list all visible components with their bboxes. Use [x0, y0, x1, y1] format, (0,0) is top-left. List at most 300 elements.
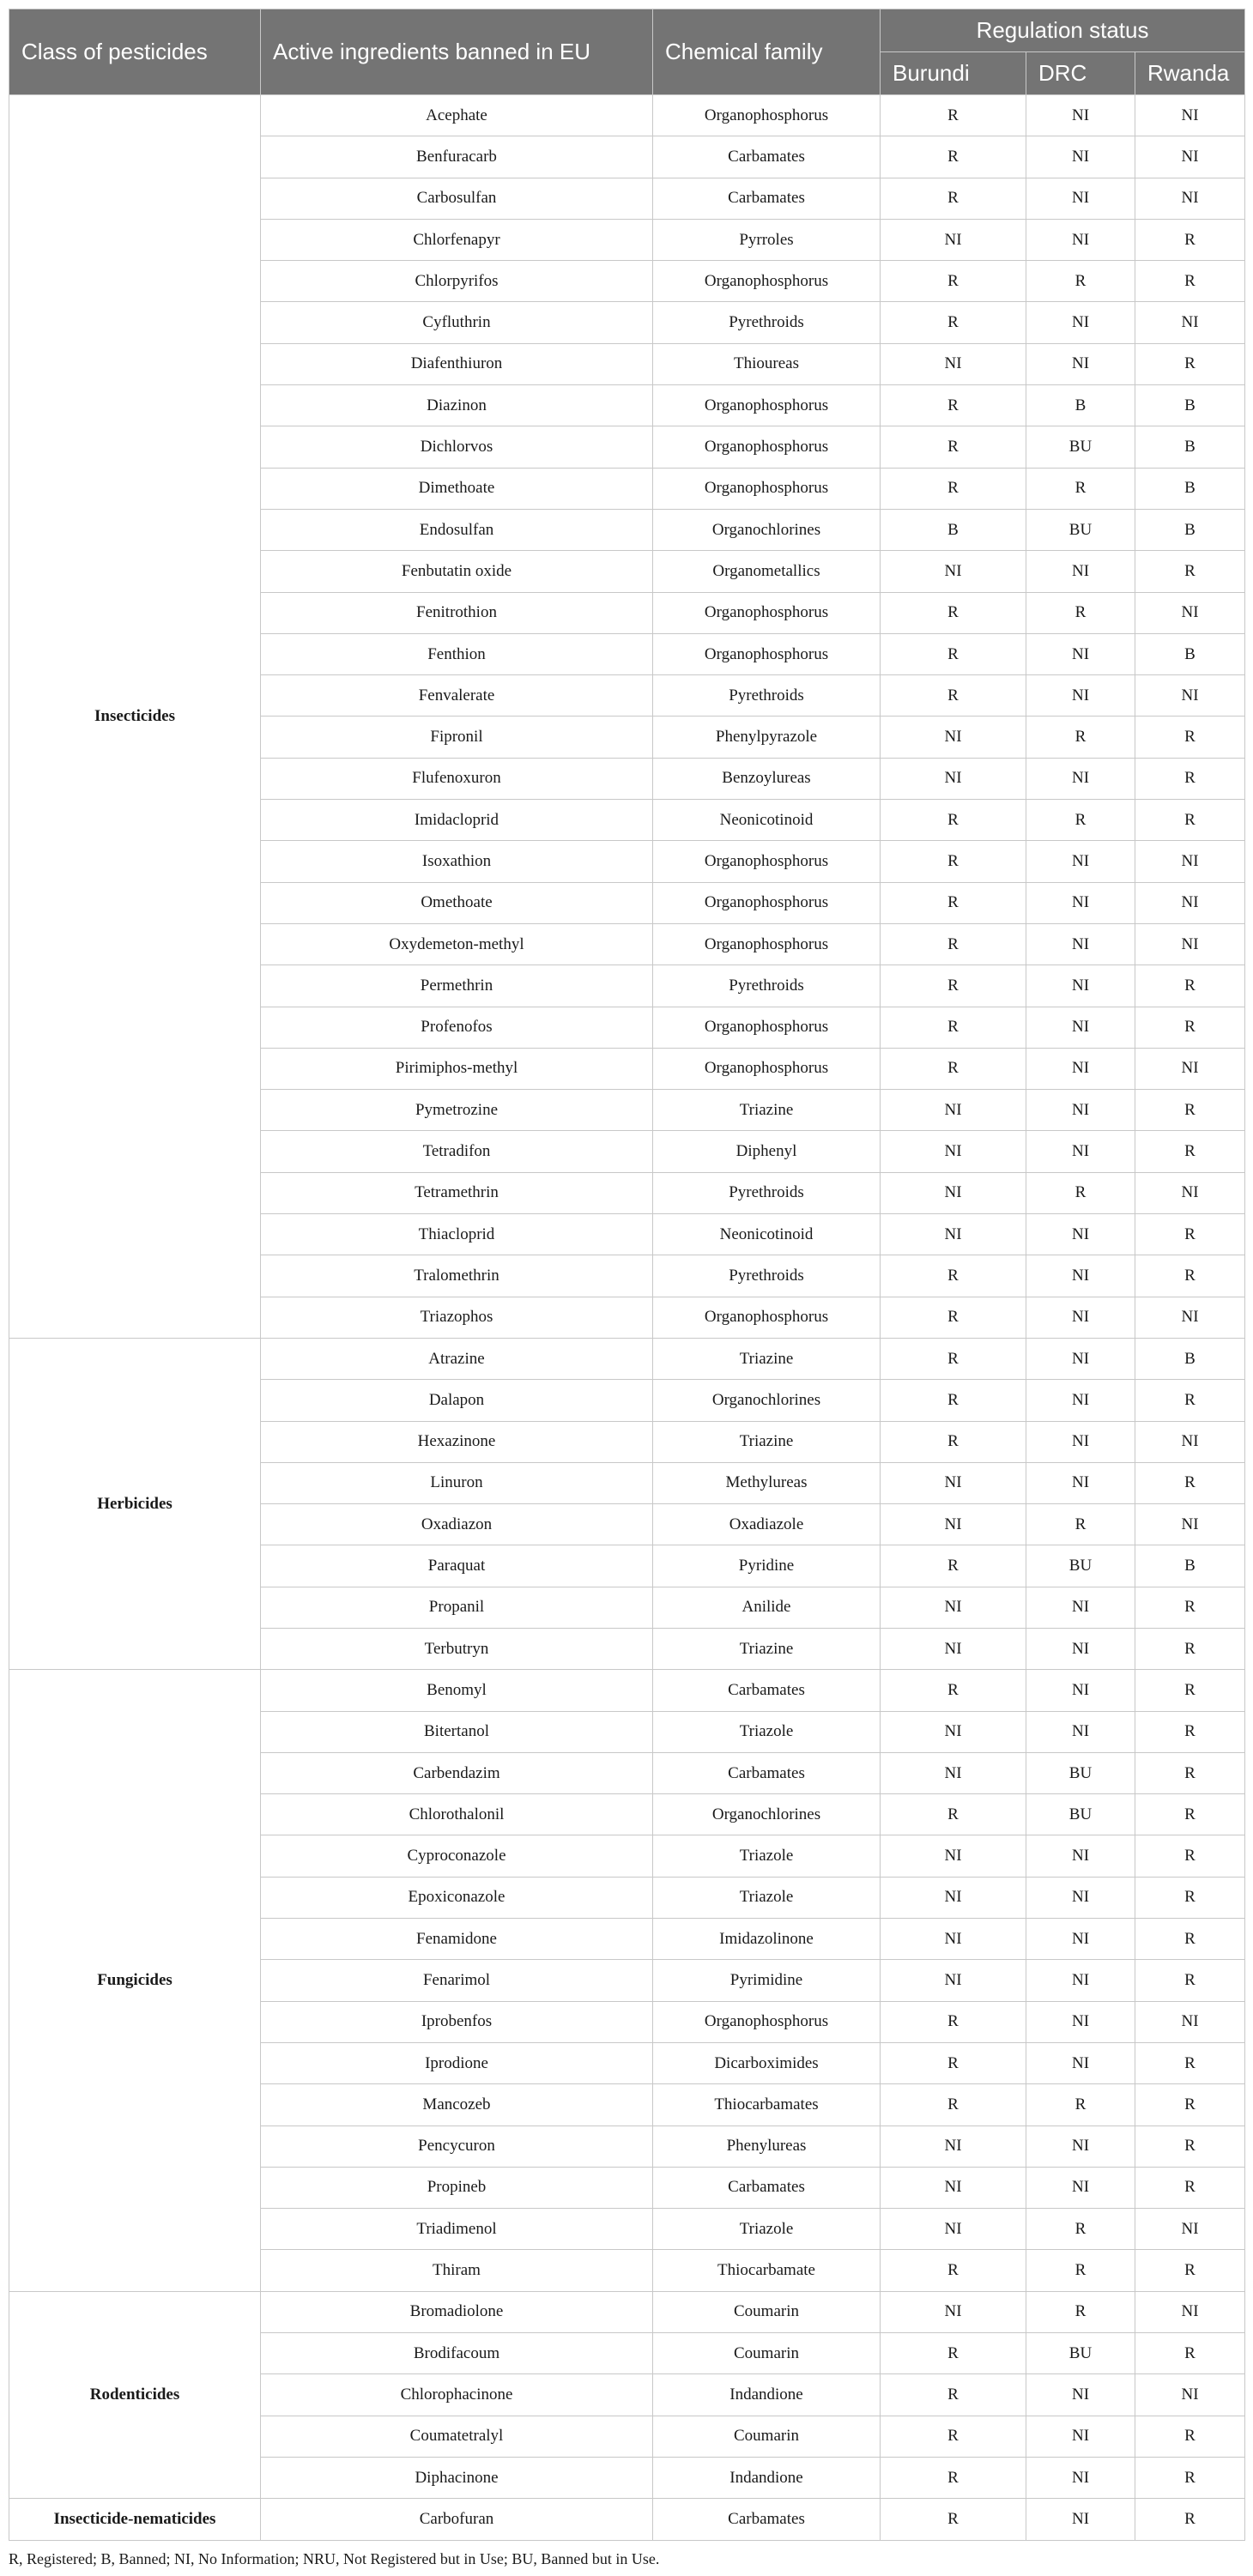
ingredient-cell: Propanil: [261, 1587, 653, 1628]
rwanda-cell: B: [1135, 633, 1245, 674]
ingredient-cell: Flufenoxuron: [261, 758, 653, 799]
rwanda-cell: R: [1135, 1255, 1245, 1297]
burundi-cell: NI: [881, 1752, 1026, 1793]
table-body: [9, 95, 1245, 2541]
drc-cell: BU: [1026, 426, 1135, 468]
family-cell: Organophosphorus: [653, 592, 881, 633]
burundi-cell: R: [881, 2084, 1026, 2126]
rwanda-cell: R: [1135, 1794, 1245, 1835]
rwanda-cell: R: [1135, 1960, 1245, 2001]
rwanda-cell: R: [1135, 800, 1245, 841]
family-cell: Triazole: [653, 1711, 881, 1752]
drc-cell: R: [1026, 2084, 1135, 2126]
drc-cell: NI: [1026, 178, 1135, 219]
family-cell: Diphenyl: [653, 1131, 881, 1172]
burundi-cell: R: [881, 882, 1026, 923]
rwanda-cell: NI: [1135, 1297, 1245, 1338]
burundi-cell: R: [881, 592, 1026, 633]
family-cell: Anilide: [653, 1587, 881, 1628]
family-cell: Triazine: [653, 1628, 881, 1669]
burundi-cell: NI: [881, 1711, 1026, 1752]
ingredient-cell: Dichlorvos: [261, 426, 653, 468]
rwanda-cell: R: [1135, 1462, 1245, 1503]
drc-cell: NI: [1026, 1007, 1135, 1048]
rwanda-cell: R: [1135, 2499, 1245, 2540]
burundi-cell: NI: [881, 551, 1026, 592]
ingredient-cell: Bromadiolone: [261, 2291, 653, 2332]
drc-cell: NI: [1026, 302, 1135, 343]
rwanda-cell: NI: [1135, 923, 1245, 964]
ingredient-cell: Iprodione: [261, 2042, 653, 2083]
table-row: [9, 1338, 1245, 1379]
drc-cell: NI: [1026, 1214, 1135, 1255]
family-cell: Organochlorines: [653, 509, 881, 550]
drc-cell: R: [1026, 717, 1135, 758]
ingredient-cell: Cyproconazole: [261, 1835, 653, 1877]
burundi-cell: R: [881, 426, 1026, 468]
family-cell: Phenylureas: [653, 2126, 881, 2167]
family-cell: Neonicotinoid: [653, 800, 881, 841]
burundi-cell: NI: [881, 1960, 1026, 2001]
rwanda-cell: R: [1135, 2042, 1245, 2083]
burundi-cell: R: [881, 841, 1026, 882]
family-cell: Pyrethroids: [653, 1172, 881, 1213]
family-cell: Thioureas: [653, 343, 881, 384]
ingredient-cell: Carbosulfan: [261, 178, 653, 219]
rwanda-cell: B: [1135, 385, 1245, 426]
burundi-cell: NI: [881, 1628, 1026, 1669]
ingredient-cell: Chlorpyrifos: [261, 261, 653, 302]
family-cell: Organophosphorus: [653, 261, 881, 302]
table-row: [9, 2291, 1245, 2332]
ingredient-cell: Profenofos: [261, 1007, 653, 1048]
table-footnote: R, Registered; B, Banned; NI, No Information; NRU, Not Registered but in Use; BU, Banned but in Use.: [9, 2550, 660, 2567]
drc-cell: NI: [1026, 2126, 1135, 2167]
drc-cell: NI: [1026, 1835, 1135, 1877]
rwanda-cell: NI: [1135, 2291, 1245, 2332]
drc-cell: R: [1026, 800, 1135, 841]
family-cell: Organophosphorus: [653, 923, 881, 964]
rwanda-cell: R: [1135, 261, 1245, 302]
drc-cell: NI: [1026, 136, 1135, 178]
drc-cell: R: [1026, 2209, 1135, 2250]
rwanda-cell: R: [1135, 2167, 1245, 2208]
burundi-cell: R: [881, 2250, 1026, 2291]
burundi-cell: NI: [881, 2209, 1026, 2250]
rwanda-cell: B: [1135, 1338, 1245, 1379]
ingredient-cell: Omethoate: [261, 882, 653, 923]
family-cell: Imidazolinone: [653, 1919, 881, 1960]
family-cell: Pyrroles: [653, 219, 881, 260]
burundi-cell: R: [881, 965, 1026, 1007]
burundi-cell: R: [881, 468, 1026, 509]
rwanda-cell: R: [1135, 1587, 1245, 1628]
burundi-cell: NI: [881, 2167, 1026, 2208]
rwanda-cell: NI: [1135, 2001, 1245, 2042]
family-cell: Organochlorines: [653, 1794, 881, 1835]
family-cell: Pyridine: [653, 1545, 881, 1587]
rwanda-cell: NI: [1135, 841, 1245, 882]
family-cell: Carbamates: [653, 2167, 881, 2208]
ingredient-cell: Terbutryn: [261, 1628, 653, 1669]
table-row: [9, 95, 1245, 136]
rwanda-cell: R: [1135, 1919, 1245, 1960]
rwanda-cell: R: [1135, 219, 1245, 260]
family-cell: Organophosphorus: [653, 95, 881, 136]
burundi-cell: NI: [881, 1587, 1026, 1628]
drc-cell: BU: [1026, 1545, 1135, 1587]
family-cell: Indandione: [653, 2457, 881, 2498]
family-cell: Organophosphorus: [653, 633, 881, 674]
drc-cell: NI: [1026, 2167, 1135, 2208]
ingredient-cell: Atrazine: [261, 1338, 653, 1379]
burundi-cell: R: [881, 302, 1026, 343]
ingredient-cell: Chlorfenapyr: [261, 219, 653, 260]
drc-cell: BU: [1026, 509, 1135, 550]
rwanda-cell: NI: [1135, 1172, 1245, 1213]
rwanda-cell: R: [1135, 965, 1245, 1007]
ingredient-cell: Thiram: [261, 2250, 653, 2291]
drc-cell: NI: [1026, 2416, 1135, 2457]
ingredient-cell: Fenitrothion: [261, 592, 653, 633]
burundi-cell: R: [881, 633, 1026, 674]
family-cell: Oxadiazole: [653, 1504, 881, 1545]
header-burundi: Burundi: [881, 52, 1026, 95]
rwanda-cell: R: [1135, 1670, 1245, 1711]
family-cell: Organophosphorus: [653, 882, 881, 923]
rwanda-cell: R: [1135, 2333, 1245, 2374]
ingredient-cell: Fipronil: [261, 717, 653, 758]
ingredient-cell: Fenamidone: [261, 1919, 653, 1960]
ingredient-cell: Permethrin: [261, 965, 653, 1007]
rwanda-cell: NI: [1135, 2374, 1245, 2416]
rwanda-cell: R: [1135, 343, 1245, 384]
drc-cell: NI: [1026, 2499, 1135, 2540]
family-cell: Organochlorines: [653, 1380, 881, 1421]
burundi-cell: R: [881, 1380, 1026, 1421]
rwanda-cell: R: [1135, 717, 1245, 758]
ingredient-cell: Fenthion: [261, 633, 653, 674]
family-cell: Organophosphorus: [653, 841, 881, 882]
drc-cell: R: [1026, 1172, 1135, 1213]
burundi-cell: NI: [881, 219, 1026, 260]
burundi-cell: NI: [881, 1172, 1026, 1213]
drc-cell: NI: [1026, 2001, 1135, 2042]
ingredient-cell: Cyfluthrin: [261, 302, 653, 343]
drc-cell: NI: [1026, 1711, 1135, 1752]
rwanda-cell: R: [1135, 1711, 1245, 1752]
header-family: Chemical family: [653, 9, 881, 95]
ingredient-cell: Isoxathion: [261, 841, 653, 882]
burundi-cell: R: [881, 2042, 1026, 2083]
rwanda-cell: NI: [1135, 136, 1245, 178]
family-cell: Pyrethroids: [653, 1255, 881, 1297]
family-cell: Coumarin: [653, 2416, 881, 2457]
ingredient-cell: Chlorophacinone: [261, 2374, 653, 2416]
family-cell: Organophosphorus: [653, 1007, 881, 1048]
burundi-cell: NI: [881, 2126, 1026, 2167]
ingredient-cell: Oxydemeton-methyl: [261, 923, 653, 964]
drc-cell: NI: [1026, 1670, 1135, 1711]
drc-cell: R: [1026, 2291, 1135, 2332]
burundi-cell: NI: [881, 717, 1026, 758]
drc-cell: NI: [1026, 1960, 1135, 2001]
family-cell: Coumarin: [653, 2291, 881, 2332]
ingredient-cell: Fenbutatin oxide: [261, 551, 653, 592]
rwanda-cell: NI: [1135, 178, 1245, 219]
ingredient-cell: Mancozeb: [261, 2084, 653, 2126]
burundi-cell: R: [881, 800, 1026, 841]
family-cell: Triazine: [653, 1338, 881, 1379]
ingredient-cell: Linuron: [261, 1462, 653, 1503]
ingredient-cell: Propineb: [261, 2167, 653, 2208]
ingredient-cell: Iprobenfos: [261, 2001, 653, 2042]
drc-cell: NI: [1026, 1628, 1135, 1669]
ingredient-cell: Carbendazim: [261, 1752, 653, 1793]
ingredient-cell: Paraquat: [261, 1545, 653, 1587]
family-cell: Thiocarbamate: [653, 2250, 881, 2291]
drc-cell: NI: [1026, 219, 1135, 260]
burundi-cell: R: [881, 2499, 1026, 2540]
ingredient-cell: Pirimiphos-methyl: [261, 1048, 653, 1089]
family-cell: Organophosphorus: [653, 426, 881, 468]
drc-cell: NI: [1026, 2457, 1135, 2498]
drc-cell: NI: [1026, 633, 1135, 674]
ingredient-cell: Tetramethrin: [261, 1172, 653, 1213]
burundi-cell: R: [881, 675, 1026, 717]
drc-cell: NI: [1026, 882, 1135, 923]
drc-cell: BU: [1026, 1752, 1135, 1793]
ingredient-cell: Tralomethrin: [261, 1255, 653, 1297]
drc-cell: NI: [1026, 675, 1135, 717]
ingredient-cell: Chlorothalonil: [261, 1794, 653, 1835]
rwanda-cell: R: [1135, 2250, 1245, 2291]
rwanda-cell: NI: [1135, 882, 1245, 923]
family-cell: Organometallics: [653, 551, 881, 592]
family-cell: Pyrethroids: [653, 965, 881, 1007]
ingredient-cell: Epoxiconazole: [261, 1877, 653, 1918]
family-cell: Carbamates: [653, 136, 881, 178]
ingredient-cell: Benomyl: [261, 1670, 653, 1711]
family-cell: Methylureas: [653, 1462, 881, 1503]
drc-cell: NI: [1026, 758, 1135, 799]
rwanda-cell: NI: [1135, 302, 1245, 343]
burundi-cell: R: [881, 1421, 1026, 1462]
family-cell: Triazine: [653, 1090, 881, 1131]
class-cell: Fungicides: [9, 1670, 261, 2291]
ingredient-cell: Diafenthiuron: [261, 343, 653, 384]
rwanda-cell: B: [1135, 1545, 1245, 1587]
family-cell: Triazole: [653, 2209, 881, 2250]
family-cell: Carbamates: [653, 2499, 881, 2540]
ingredient-cell: Oxadiazon: [261, 1504, 653, 1545]
rwanda-cell: R: [1135, 2457, 1245, 2498]
drc-cell: R: [1026, 2250, 1135, 2291]
header-regulation-status: Regulation status: [881, 9, 1245, 52]
ingredient-cell: Carbofuran: [261, 2499, 653, 2540]
drc-cell: NI: [1026, 1090, 1135, 1131]
family-cell: Organophosphorus: [653, 1297, 881, 1338]
burundi-cell: R: [881, 1338, 1026, 1379]
burundi-cell: NI: [881, 1504, 1026, 1545]
family-cell: Coumarin: [653, 2333, 881, 2374]
burundi-cell: R: [881, 2457, 1026, 2498]
family-cell: Dicarboximides: [653, 2042, 881, 2083]
rwanda-cell: B: [1135, 426, 1245, 468]
ingredient-cell: Triadimenol: [261, 2209, 653, 2250]
rwanda-cell: NI: [1135, 592, 1245, 633]
burundi-cell: R: [881, 1545, 1026, 1587]
family-cell: Benzoylureas: [653, 758, 881, 799]
ingredient-cell: Coumatetralyl: [261, 2416, 653, 2457]
burundi-cell: R: [881, 1670, 1026, 1711]
drc-cell: R: [1026, 592, 1135, 633]
header-ingredients: Active ingredients banned in EU: [261, 9, 653, 95]
drc-cell: NI: [1026, 923, 1135, 964]
drc-cell: NI: [1026, 1297, 1135, 1338]
drc-cell: R: [1026, 1504, 1135, 1545]
rwanda-cell: R: [1135, 1380, 1245, 1421]
family-cell: Pyrimidine: [653, 1960, 881, 2001]
burundi-cell: NI: [881, 343, 1026, 384]
rwanda-cell: R: [1135, 1835, 1245, 1877]
rwanda-cell: NI: [1135, 95, 1245, 136]
burundi-cell: NI: [881, 1214, 1026, 1255]
burundi-cell: R: [881, 2333, 1026, 2374]
ingredient-cell: Imidacloprid: [261, 800, 653, 841]
rwanda-cell: R: [1135, 2416, 1245, 2457]
burundi-cell: R: [881, 178, 1026, 219]
drc-cell: NI: [1026, 95, 1135, 136]
family-cell: Pyrethroids: [653, 302, 881, 343]
ingredient-cell: Diphacinone: [261, 2457, 653, 2498]
ingredient-cell: Bitertanol: [261, 1711, 653, 1752]
ingredient-cell: Dalapon: [261, 1380, 653, 1421]
drc-cell: NI: [1026, 1338, 1135, 1379]
family-cell: Thiocarbamates: [653, 2084, 881, 2126]
family-cell: Organophosphorus: [653, 2001, 881, 2042]
drc-cell: NI: [1026, 1421, 1135, 1462]
drc-cell: NI: [1026, 1380, 1135, 1421]
burundi-cell: NI: [881, 1090, 1026, 1131]
header-drc: DRC: [1026, 52, 1135, 95]
drc-cell: NI: [1026, 1462, 1135, 1503]
family-cell: Phenylpyrazole: [653, 717, 881, 758]
family-cell: Organophosphorus: [653, 385, 881, 426]
ingredient-cell: Endosulfan: [261, 509, 653, 550]
burundi-cell: R: [881, 1048, 1026, 1089]
drc-cell: NI: [1026, 1131, 1135, 1172]
drc-cell: NI: [1026, 841, 1135, 882]
drc-cell: R: [1026, 261, 1135, 302]
rwanda-cell: R: [1135, 2126, 1245, 2167]
drc-cell: R: [1026, 468, 1135, 509]
family-cell: Pyrethroids: [653, 675, 881, 717]
rwanda-cell: R: [1135, 1877, 1245, 1918]
burundi-cell: NI: [881, 1462, 1026, 1503]
class-cell: Insecticide-nematicides: [9, 2499, 261, 2540]
rwanda-cell: R: [1135, 1628, 1245, 1669]
burundi-cell: NI: [881, 1835, 1026, 1877]
drc-cell: NI: [1026, 1919, 1135, 1960]
ingredient-cell: Diazinon: [261, 385, 653, 426]
header-class: Class of pesticides: [9, 9, 261, 95]
ingredient-cell: Pymetrozine: [261, 1090, 653, 1131]
drc-cell: NI: [1026, 2042, 1135, 2083]
ingredient-cell: Fenvalerate: [261, 675, 653, 717]
family-cell: Triazole: [653, 1835, 881, 1877]
burundi-cell: NI: [881, 2291, 1026, 2332]
ingredient-cell: Acephate: [261, 95, 653, 136]
rwanda-cell: R: [1135, 1090, 1245, 1131]
pesticide-regulation-table: [9, 9, 1245, 2541]
ingredient-cell: Benfuracarb: [261, 136, 653, 178]
drc-cell: B: [1026, 385, 1135, 426]
burundi-cell: R: [881, 2416, 1026, 2457]
burundi-cell: R: [881, 1297, 1026, 1338]
family-cell: Triazole: [653, 1877, 881, 1918]
ingredient-cell: Thiacloprid: [261, 1214, 653, 1255]
rwanda-cell: R: [1135, 758, 1245, 799]
burundi-cell: NI: [881, 1131, 1026, 1172]
table-row: [9, 1670, 1245, 1711]
burundi-cell: R: [881, 2001, 1026, 2042]
family-cell: Organophosphorus: [653, 1048, 881, 1089]
rwanda-cell: NI: [1135, 2209, 1245, 2250]
drc-cell: NI: [1026, 2374, 1135, 2416]
rwanda-cell: R: [1135, 1214, 1245, 1255]
header-rwanda: Rwanda: [1135, 52, 1245, 95]
ingredient-cell: Tetradifon: [261, 1131, 653, 1172]
family-cell: Carbamates: [653, 1670, 881, 1711]
rwanda-cell: NI: [1135, 1048, 1245, 1089]
burundi-cell: R: [881, 2374, 1026, 2416]
ingredient-cell: Triazophos: [261, 1297, 653, 1338]
class-cell: Herbicides: [9, 1338, 261, 1669]
rwanda-cell: R: [1135, 1752, 1245, 1793]
drc-cell: NI: [1026, 1255, 1135, 1297]
rwanda-cell: NI: [1135, 675, 1245, 717]
ingredient-cell: Fenarimol: [261, 1960, 653, 2001]
burundi-cell: B: [881, 509, 1026, 550]
ingredient-cell: Dimethoate: [261, 468, 653, 509]
rwanda-cell: R: [1135, 2084, 1245, 2126]
class-cell: Rodenticides: [9, 2291, 261, 2498]
burundi-cell: NI: [881, 1877, 1026, 1918]
burundi-cell: R: [881, 95, 1026, 136]
family-cell: Carbamates: [653, 178, 881, 219]
drc-cell: NI: [1026, 965, 1135, 1007]
family-cell: Triazine: [653, 1421, 881, 1462]
rwanda-cell: B: [1135, 509, 1245, 550]
family-cell: Indandione: [653, 2374, 881, 2416]
burundi-cell: R: [881, 1007, 1026, 1048]
rwanda-cell: R: [1135, 551, 1245, 592]
ingredient-cell: Brodifacoum: [261, 2333, 653, 2374]
burundi-cell: R: [881, 923, 1026, 964]
table-row: [9, 2499, 1245, 2540]
family-cell: Neonicotinoid: [653, 1214, 881, 1255]
drc-cell: BU: [1026, 1794, 1135, 1835]
drc-cell: BU: [1026, 2333, 1135, 2374]
class-cell: Insecticides: [9, 95, 261, 1339]
table-header: [9, 9, 1245, 95]
burundi-cell: R: [881, 261, 1026, 302]
rwanda-cell: B: [1135, 468, 1245, 509]
burundi-cell: NI: [881, 758, 1026, 799]
family-cell: Organophosphorus: [653, 468, 881, 509]
ingredient-cell: Hexazinone: [261, 1421, 653, 1462]
